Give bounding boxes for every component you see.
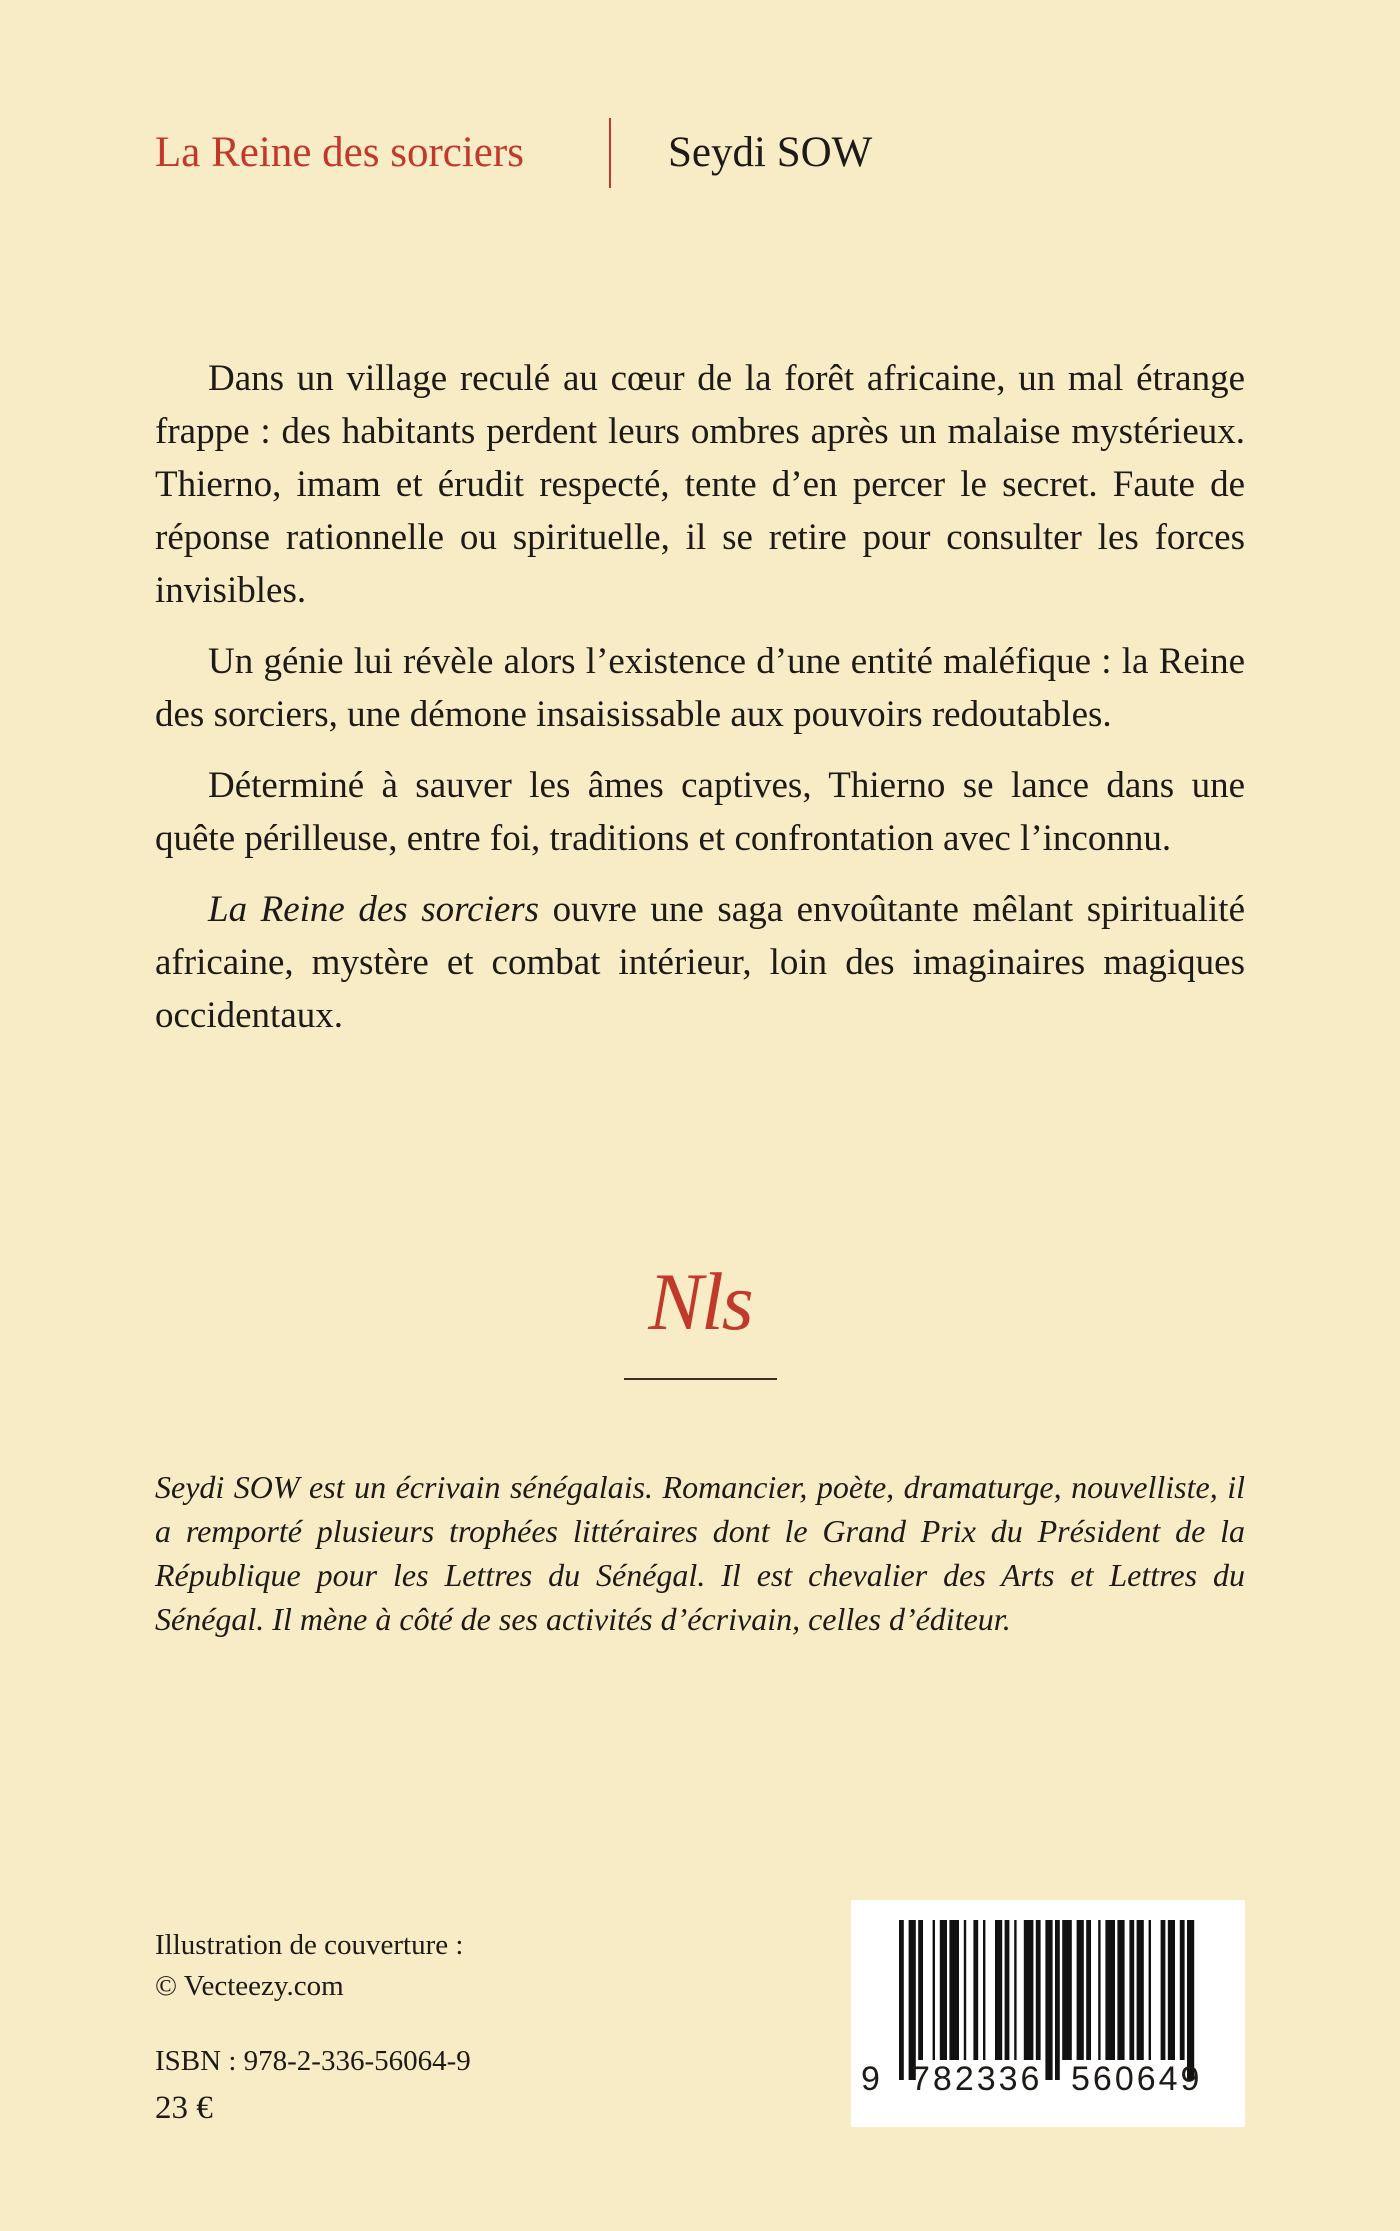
barcode-bar	[1045, 1920, 1052, 2080]
barcode-bar	[1187, 1920, 1194, 2080]
barcode-bar	[964, 1920, 966, 2060]
barcode-bar	[973, 1920, 978, 2060]
blurb-title-italic: La Reine des sorciers	[208, 889, 540, 930]
barcode	[851, 1900, 1245, 2127]
barcode-bar	[1014, 1920, 1016, 2060]
blurb-paragraph-4-text: ouvre une saga envoûtante mêlant spiritualité africaine, mystère et combat intérieur, loin des imaginaires magiques occidentaux.	[155, 889, 1245, 1036]
logo-rule	[624, 1378, 777, 1380]
barcode-bar	[1086, 1920, 1091, 2060]
barcode-bar	[1055, 1920, 1060, 2080]
bio-text: est un écrivain sénégalais. Romancier, poète, dramaturge, nouvelliste, il a remporté plusieurs trophées littéraires dont le Grand Prix du Président de la République pour les Lettres du Sénégal. Il est chevalier des Arts et Lettres du Sénégal. Il mène à côté de ses activités d’écrivain, celles d’éditeur.	[155, 1469, 1246, 1637]
illustration-source: © Vecteezy.com	[155, 1970, 344, 2002]
barcode-bar	[949, 1920, 959, 2060]
barcode-first-digit: 9	[861, 2060, 880, 2098]
barcode-right-group: 560649	[1071, 2060, 1203, 2098]
barcode-bar	[1129, 1920, 1134, 2060]
barcode-bar	[1137, 1920, 1144, 2060]
credits	[155, 1925, 463, 2007]
barcode-bar	[1117, 1920, 1124, 2060]
publisher-logo: Nls	[648, 1256, 752, 1347]
barcode-bar	[1161, 1920, 1166, 2060]
barcode-bar	[918, 1920, 923, 2060]
barcode-bar	[1077, 1920, 1084, 2060]
author-bio	[155, 1465, 1245, 1641]
barcode-bar	[940, 1920, 947, 2060]
isbn: ISBN : 978-2-336-56064-9	[155, 2045, 471, 2077]
book-title: La Reine des sorciers	[155, 129, 524, 176]
illustration-label: Illustration de couverture :	[155, 1929, 464, 1961]
header	[155, 118, 1255, 208]
bio-author-name: Seydi SOW	[155, 1469, 300, 1505]
blurb-paragraph-1: Dans un village reculé au cœur de la forêt africaine, un mal étrange frappe : des habitants perdent leurs ombres après un malaise mystérieux. Thierno, imam et érudit respecté, tente d’en percer le secret. Faute de réponse rationnelle ou spirituelle, il se retire pour consulter les forces invisibles.	[155, 358, 1245, 611]
blurb-paragraph-2: Un génie lui révèle alors l’existence d’une entité maléfique : la Reine des sorciers, une démone insaisissable aux pouvoirs redoutables.	[155, 641, 1245, 735]
barcode-bar	[1168, 1920, 1175, 2060]
blurb	[155, 352, 1245, 1060]
barcode-bar	[1024, 1920, 1034, 2060]
barcode-bar	[1149, 1920, 1151, 2060]
barcode-bar	[1005, 1920, 1010, 2060]
barcode-bar	[1180, 1920, 1185, 2060]
barcode-bar	[933, 1920, 935, 2060]
barcode-bar	[909, 1920, 916, 2080]
barcode-bar	[1036, 1920, 1041, 2060]
barcode-bar	[899, 1920, 904, 2080]
barcode-left-group: 782336	[911, 2060, 1043, 2098]
blurb-paragraph-4	[155, 883, 1245, 1042]
author-name: Seydi SOW	[668, 129, 873, 176]
blurb-paragraph-3: Déterminé à sauver les âmes captives, Thierno se lance dans une quête périlleuse, entre foi, traditions et confrontation avec l’inconnu.	[155, 765, 1245, 859]
price: 23 €	[155, 2090, 213, 2126]
barcode-bar	[1062, 1920, 1072, 2060]
barcode-bar	[1098, 1920, 1100, 2060]
barcode-bar	[995, 1920, 1002, 2060]
barcode-digits	[851, 2060, 1245, 2110]
barcode-bar	[983, 1920, 985, 2060]
barcode-bar	[1105, 1920, 1115, 2060]
header-divider	[609, 118, 611, 188]
